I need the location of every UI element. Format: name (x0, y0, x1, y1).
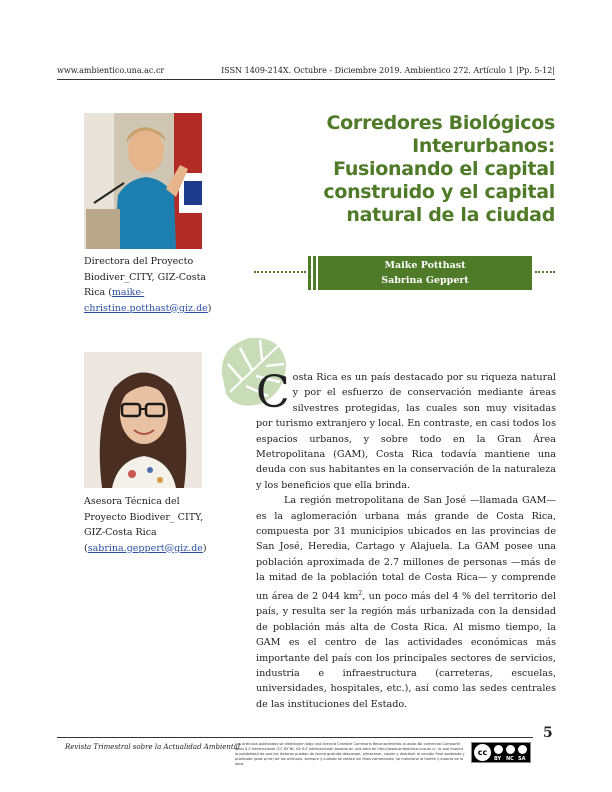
noncommercial-icon (506, 745, 515, 754)
drop-cap: C (256, 367, 290, 418)
running-header-right: ISSN 1409-214X. Octubre - Diciembre 2019. Ambientico 272. Artículo 1 |Pp. 5-12| (221, 66, 555, 75)
author-name: Sabrina Geppert (381, 275, 469, 286)
authors-dotted-rule-right (535, 271, 555, 273)
authors-dotted-rule-left (254, 271, 306, 273)
journal-tagline: Revista Trimestral sobre la Actualidad Ambiental (65, 743, 241, 751)
cc-label-nc: NC (506, 756, 514, 762)
author1-photo (84, 113, 202, 249)
sharealike-icon (518, 745, 527, 754)
author-name: Maike Potthast (384, 260, 466, 271)
cc-label-sa: SA (518, 756, 526, 762)
article-title: Corredores Biológicos Interurbanos: Fusionando el capital construido y el capital natural de la ciudad (323, 112, 555, 226)
header-rule (57, 79, 555, 80)
authors-bar-2 (313, 256, 316, 290)
body-paragraph-1: Costa Rica es un país destacado por su riqueza natural y por el esfuerzo de conservación mediante áreas silvestres protegidas, las cuales son muy visitadas por turismo extranjero y local. En contraste, en casi todos los espacios urbanos, y sobre todo en la Gran Área Metropolitana (GAM), Costa Rica todavía mantiene una deuda con sus habitantes en la conservación de la naturaleza y los beneficios que ella brinda. (256, 367, 556, 491)
author1-caption: Directora del Proyecto Biodiver_CITY, GIZ-Costa Rica (maike-christine.potthast@giz.de) (84, 256, 212, 314)
article-body (256, 367, 556, 712)
cc-logo-icon: cc (474, 744, 491, 761)
cc-label-by: BY (494, 756, 502, 762)
license-text: Los artículos publicados se distribuyen bajo una licencia Creative Commons Reconocimiento al autor-No comercial-Compartir igual 4.0 Internacional (CC BY NC SA 4.0 Internacional) basada en una obra en http://www.ambientico.una.ac.cr, lo que implica la posibilidad de que los lectores puedan de forma gratuita descargar, almacenar, copiar y distribuir la versión final aprobada y publicada (post print) de los artículos, siempre y cuando se realice sin fines comerciales, se mencione la fuente y autoría de la obra. (235, 742, 465, 766)
authors-bar-1 (308, 256, 311, 290)
footer-rule (57, 737, 533, 738)
author2-photo (84, 352, 202, 488)
authors-box (318, 256, 532, 290)
person-icon (494, 745, 503, 754)
creative-commons-badge[interactable] (471, 742, 531, 763)
running-header-left: www.ambientico.una.ac.cr (57, 66, 165, 75)
author2-email-link[interactable]: sabrina.geppert@giz.de (87, 542, 203, 554)
author1-email-link[interactable]: maike-christine.potthast@giz.de (84, 287, 208, 314)
author2-caption: Asesora Técnica del Proyecto Biodiver_ CITY, GIZ-Costa Rica (sabrina.geppert@giz.de) (84, 496, 207, 554)
body-paragraph-2: La región metropolitana de San José —llamada GAM— es la aglomeración urbana más grande de Costa Rica, compuesta por 31 municipios ubicados en las provincias de San José, Heredia, Cartago y Alajuela. La GAM posee una población aproximada de 2.7 millones de personas —más de la mitad de la población total de Costa Rica— y comprende un área de 2 044 $km^2$, un poco más del 4 % del territorio del país, y resulta ser la región más urbanizada con la densidad de población más alta de Costa Rica. Al mismo tiempo, la GAM es el centro de las actividades económicas más importante del país con los principales sectores de servicios, industria e infraestructura (carreteras, escuelas, universidades, hospitales, etc.), así como las sedes centrales de las instituciones del Estado. (256, 495, 556, 710)
page-number: 5 (543, 725, 553, 741)
